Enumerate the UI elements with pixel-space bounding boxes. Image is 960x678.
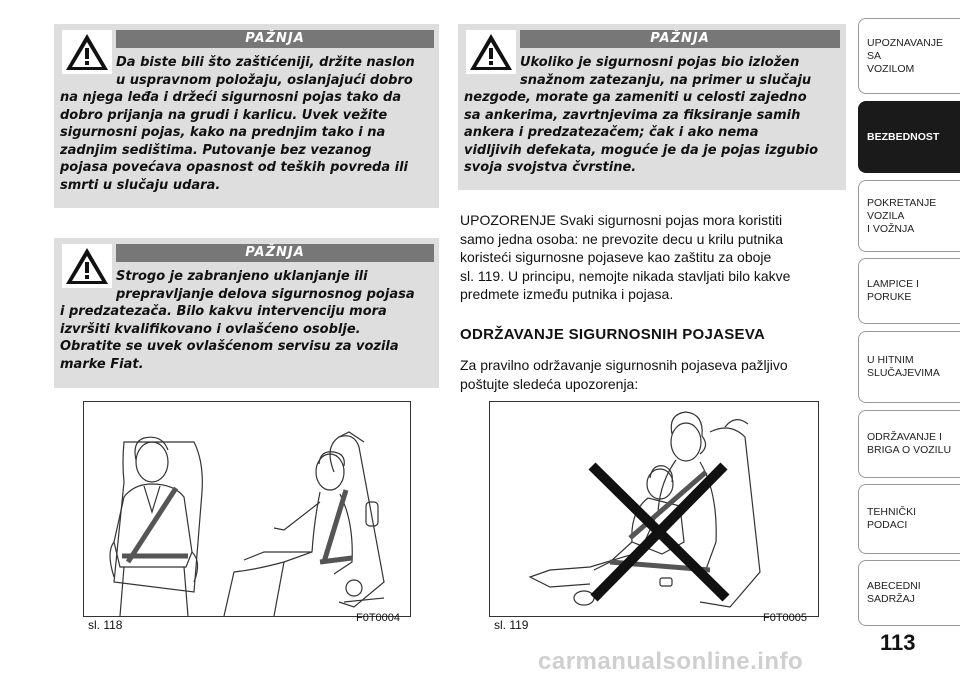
text-line: predmete između putnika i pojasa. (460, 286, 674, 302)
warning-line: svoja svojstva čvrstine. (464, 160, 637, 175)
watermark: carmanualsonline.info (538, 648, 804, 675)
warning-box-modification (54, 238, 439, 388)
tab-label: TEHNIČKI PODACI (867, 506, 917, 531)
warning-line: Ukoliko je sigurnosni pojas bio izložen (520, 55, 800, 70)
tab-technical-data[interactable] (858, 484, 960, 554)
tab-label: BEZBEDNOST (867, 130, 940, 143)
warning-header: PAŽNJA (116, 244, 434, 262)
figure-118 (83, 401, 411, 617)
warning-line: u uspravnom položaju, oslanjajući dobro (116, 72, 413, 88)
warning-header: PAŽNJA (520, 30, 840, 48)
child-on-lap-illustration (490, 402, 818, 616)
tab-starting-driving[interactable] (858, 180, 960, 252)
tab-label: I VOŽNJA (867, 222, 915, 235)
warning-line: pojasa povećava opasnost od teških povreda ili (60, 160, 409, 175)
figure-119 (489, 401, 819, 617)
figure-label: sl. 118 (88, 618, 123, 632)
tab-label: ODRŽAVANJE I (867, 431, 942, 443)
warning-box-tension (458, 24, 846, 190)
warning-header: PAŽNJA (116, 30, 434, 48)
text-line: koristeći sigurnosne pojaseve kao zaštitu za oboje (460, 249, 772, 265)
warning-line: sa ankerima, zavrtnjevima za fiksiranje samih (464, 107, 801, 123)
warning-box-posture (54, 24, 439, 208)
warning-text (60, 268, 436, 373)
page-number: 113 (880, 630, 916, 655)
warning-line: izvršiti kvalifikovano i ovlašćeno osoblje. (60, 321, 361, 337)
warning-line: nezgode, morate ga zameniti u celosti zajedno (464, 90, 807, 105)
text-line: UPOZORENJE Svaki sigurnosni pojas mora koristiti (460, 212, 783, 228)
tab-label: ABECEDNI SADRŽAJ (867, 580, 921, 605)
maintenance-paragraph (460, 356, 850, 393)
warning-line: zadnjim sedištima. Putovanje bez vezanog (60, 142, 372, 158)
warning-line: smrti u slučaju udara. (60, 177, 221, 193)
warning-line: sigurnosni pojas, kako na prednjim tako i na (60, 125, 386, 140)
tab-safety[interactable] (858, 101, 960, 173)
warning-line: vidljivih defekata, moguće je da je pojas izgubio (464, 142, 819, 158)
warning-line: Strogo je zabranjeno uklanjanje ili (116, 269, 368, 284)
warning-text (60, 54, 436, 194)
tab-label: UPOZNAVANJE SA (867, 36, 944, 62)
warning-paragraph (460, 211, 850, 304)
warning-line: marke Fiat. (60, 356, 144, 372)
warning-line: prepravljanje delova sigurnosnog pojasa (116, 286, 415, 302)
tab-label: LAMPICE I PORUKE (867, 278, 919, 303)
warning-line: Da biste bili što zaštićeniji, držite naslon (116, 55, 415, 70)
tab-getting-to-know[interactable] (858, 18, 960, 94)
warning-line: snažnom zatezanju, na primer u slučaju (520, 72, 812, 88)
tab-label: SLUČAJEVIMA (867, 367, 940, 379)
tab-lights-messages[interactable] (858, 258, 960, 324)
text-line: poštujte sledeća upozorenja: (460, 375, 639, 392)
warning-line: Obratite se uvek ovlašćenom servisu za vozila (60, 339, 399, 354)
warning-line: ankera i predzatezačem; čak i ako nema (464, 125, 759, 140)
text-line: samo jedna osoba: ne prevozite decu u krilu putnika (460, 230, 783, 247)
tab-emergency[interactable] (858, 331, 960, 403)
figure-code: F0T0005 (763, 612, 808, 624)
text-line: Za pravilno održavanje sigurnosnih pojaseva pažljivo (460, 357, 788, 373)
tab-index[interactable] (858, 560, 960, 626)
warning-line: na njega leđa i držeći sigurnosni pojas tako da (60, 90, 402, 105)
tab-label: U HITNIM (867, 354, 914, 366)
seatbelt-illustration (84, 402, 410, 616)
section-heading: ODRŽAVANJE SIGURNOSNIH POJASEVA (460, 326, 766, 343)
tab-label: POKRETANJE VOZILA (867, 196, 937, 222)
tab-label: VOZILOM (867, 62, 915, 75)
warning-line: i predzatezača. Bilo kakvu intervenciju mora (60, 304, 387, 319)
figure-label: sl. 119 (494, 618, 529, 632)
tab-maintenance[interactable] (858, 410, 960, 478)
text-line: sl. 119. U principu, nemojte nikada stavljati bilo kakve (460, 267, 791, 284)
warning-text (464, 54, 844, 177)
warning-line: dobro prijanja na grudi i karlicu. Uvek vežite (60, 107, 388, 123)
tab-label: BRIGA O VOZILU (867, 444, 952, 456)
figure-code: F0T0004 (356, 612, 401, 624)
